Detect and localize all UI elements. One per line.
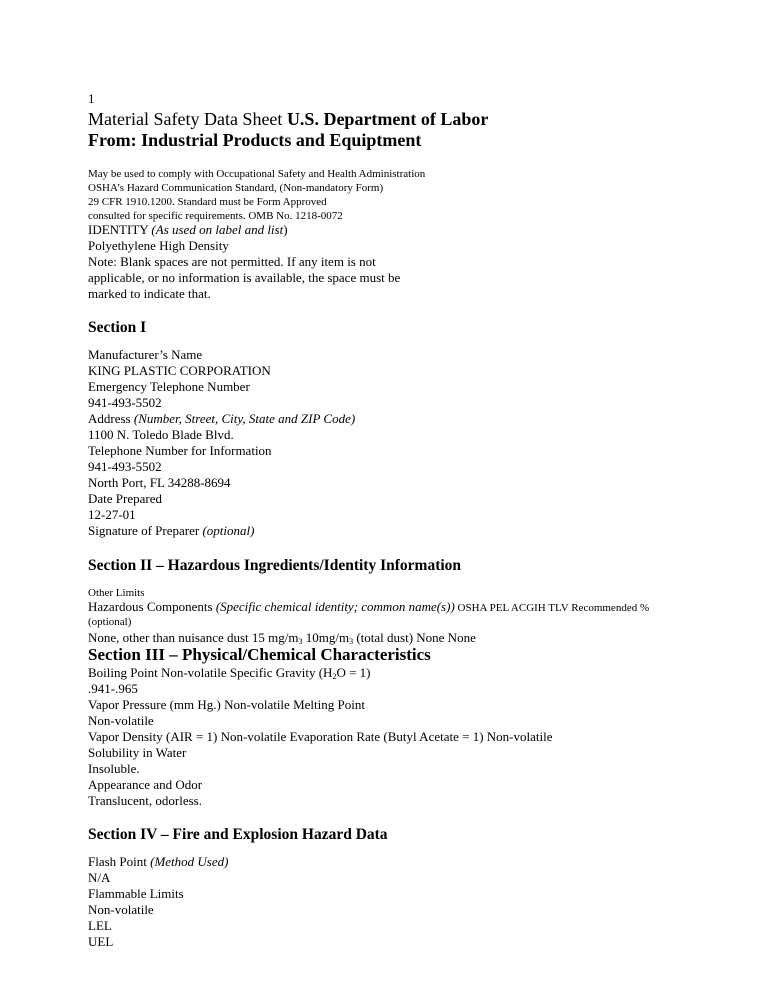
section-1-heading: Section I (88, 319, 147, 336)
document-subtitle: From: Industrial Products and Equiptment (88, 130, 422, 150)
flash-point-label (88, 854, 228, 870)
page-number: 1 (88, 91, 95, 106)
intro-line: OSHA’s Hazard Communication Standard, (Non-mandatory Form) (88, 182, 384, 194)
intro-line: May be used to comply with Occupational Safety and Health Administration (88, 168, 426, 180)
title-normal: Material Safety Data Sheet (88, 109, 287, 129)
other-limits-label: Other Limits (88, 587, 145, 599)
components-row-sub: 3 (349, 637, 354, 646)
components-header (88, 599, 649, 615)
physical-line: Insoluble. (88, 761, 140, 776)
info-phone-label: Telephone Number for Information (88, 443, 272, 458)
info-phone-value: 941-493-5502 (88, 459, 162, 474)
identity-label (88, 222, 288, 238)
physical-line: Translucent, odorless. (88, 793, 202, 808)
address-label-italic: (Number, Street, City, State and ZIP Code) (133, 411, 356, 426)
emergency-phone-label: Emergency Telephone Number (88, 379, 250, 394)
physical-line: Vapor Density (AIR = 1) Non-volatile Evaporation Rate (Butyl Acetate = 1) Non-volatile (88, 729, 553, 744)
address-value: 1100 N. Toledo Blade Blvd. (88, 427, 234, 442)
identity-label-text: IDENTITY (88, 222, 152, 237)
physical-line-b: O = 1) (336, 665, 371, 680)
physical-line-sub: 2 (332, 672, 337, 681)
emergency-phone-value: 941-493-5502 (88, 395, 162, 410)
fire-line: N/A (88, 870, 111, 885)
intro-line: 29 CFR 1910.1200. Standard must be Form Approved (88, 196, 327, 208)
signature-label-italic: (optional) (202, 523, 255, 538)
components-row-c: (total dust) None None (353, 630, 476, 645)
note-line: applicable, or no information is available, the space must be (88, 270, 401, 285)
components-row-a: None, other than nuisance dust 15 mg/m (88, 630, 299, 645)
physical-line: Solubility in Water (88, 745, 187, 760)
title-bold: U.S. Department of Labor (286, 109, 489, 129)
date-value: 12-27-01 (88, 507, 136, 522)
fire-line: UEL (88, 934, 114, 949)
note-line: marked to indicate that. (88, 286, 211, 301)
signature-label (88, 523, 254, 539)
physical-line: .941-.965 (88, 681, 138, 696)
optional-label: (optional) (88, 616, 132, 628)
date-label: Date Prepared (88, 491, 162, 506)
physical-line: Non-volatile (88, 713, 154, 728)
identity-value: Polyethylene High Density (88, 238, 229, 253)
components-row-sub: 3 (298, 637, 303, 646)
address-label (88, 411, 355, 427)
components-row-b: 10mg/m (302, 630, 350, 645)
physical-line-a: Boiling Point Non-volatile Specific Gravity (H (88, 665, 333, 680)
identity-label-close: ) (283, 222, 288, 237)
signature-label-text: Signature of Preparer (88, 523, 203, 538)
section-3-heading: Section III – Physical/Chemical Characteristics (88, 645, 431, 664)
note-line: Note: Blank spaces are not permitted. If any item is not (88, 254, 376, 269)
physical-line: Vapor Pressure (mm Hg.) Non-volatile Melting Point (88, 697, 365, 712)
section-2-heading: Section II – Hazardous Ingredients/Identity Information (88, 557, 462, 574)
intro-line: consulted for specific requirements. OMB No. 1218-0072 (88, 210, 343, 222)
physical-line: Appearance and Odor (88, 777, 203, 792)
components-italic: (Specific chemical identity; common name(s)) (215, 599, 455, 614)
fire-line: Non-volatile (88, 902, 154, 917)
components-columns: OSHA PEL ACGIH TLV Recommended % (454, 602, 650, 614)
identity-label-italic: (As used on label and list (151, 222, 284, 237)
manufacturer-label: Manufacturer’s Name (88, 347, 203, 362)
flash-point-italic: (Method Used) (150, 854, 229, 869)
flash-point-text: Flash Point (88, 854, 151, 869)
fire-line: Flammable Limits (88, 886, 184, 901)
address-label-text: Address (88, 411, 134, 426)
fire-line: LEL (88, 918, 112, 933)
document-title (88, 108, 488, 130)
city-value: North Port, FL 34288-8694 (88, 475, 231, 490)
manufacturer-value: KING PLASTIC CORPORATION (88, 363, 271, 378)
components-label: Hazardous Components (88, 599, 216, 614)
section-4-heading: Section IV – Fire and Explosion Hazard Data (88, 826, 388, 843)
